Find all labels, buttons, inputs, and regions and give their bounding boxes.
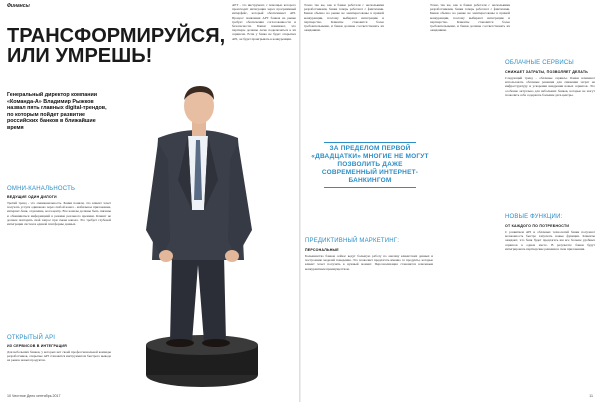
section-subheading-cloud: СНИЖАЕТ ЗАТРАТЫ, ПОЗВОЛЯЕТ ДЕЛАТЬ (505, 70, 589, 74)
pull-quote-rule-top (324, 142, 416, 143)
right-col1-top-text: Точно так же, как и банки работали с несколькими разработчиками, банки теперь работают с финтехами. Банки обычно на рынке не заинтересованы в прямой конкуренции, поэтому выбирают интеграцию и партнерство. Клиенты становятся более требовательными, и банки должны соответствовать их ожиданиям. (304, 3, 384, 33)
section-label: Финансы (7, 3, 30, 9)
right-page (300, 0, 600, 402)
section-heading-predictive: ПРЕДИКТИВНЫЙ МАРКЕТИНГ: (305, 238, 400, 244)
section-subheading-predictive: ПЕРСОНАЛЬНЫЕ (305, 248, 339, 252)
section-heading-api: ОТКРЫТЫЙ API (7, 335, 56, 341)
page-folio-right: 11 (589, 394, 593, 398)
section-heading-features: НОВЫЕ ФУНКЦИИ: (505, 214, 563, 220)
lead-paragraph: Генеральный директор компании «Команда-А» Владимир Рыжков назвал пять главных digital-трендов, по которым пойдет развитие российских банков в ближайшие время (7, 92, 107, 131)
section-text-api: Для небольших банков, у которых нет своей профессиональной команды разработчиков, открытые API становятся инструментом быстрого вывода на рынок новых продуктов. (7, 350, 111, 363)
section-heading-omni: ОМНИ-КАНАЛЬНОСТЬ (7, 186, 76, 192)
pull-quote-text: ЗА ПРЕДЕЛОМ ПЕРВОЙ «ДВАДЦАТКИ» МНОГИЕ НЕ МОГУТ ПОЗВОЛИТЬ ДАЖЕ СОВРЕМЕННЫЙ ИНТЕРНЕТ-БАНКИНГОМ (311, 145, 429, 184)
headline-line-1: ТРАНСФОРМИРУЙСЯ, (7, 25, 226, 47)
section-subheading-features: ОТ КАЖДОГО ПО ПОТРЕБНОСТИ (505, 224, 570, 228)
right-col2-top-text: Точно так же, как и банки работали с несколькими разработчиками, банки теперь работают с финтехами. Банки обычно на рынке не заинтересованы в прямой конкуренции, поэтому выбирают интеграцию и партнерство. Клиенты становятся более требовательными, и банки должны соответствовать их ожиданиям. (430, 3, 510, 33)
section-text-cloud: Следующий тренд - облачные сервисы. Банки начинают использовать облачные решения для снижения затрат на инфраструктуру и ускорения внедрения новых сервисов. Это особенно актуально для небольших банков, которые не могут позволить себе содержать большие дата-центры. (505, 76, 595, 97)
pull-quote (310, 140, 430, 190)
headline-line-2: ИЛИ УМРЕШЬ! (7, 45, 153, 67)
page-folio-left: 10 Честное Дело сентябрь 2017 (7, 394, 61, 398)
section-text-predictive: Большинство банков сейчас ведут большую работу по анализу клиентских данных и построению моделей поведения. Это позволяет предлагать именно те продукты, которые клиент хочет получить в нужный момент. Персонализация становится ключевым конкурентным преимуществом. (305, 254, 433, 271)
section-heading-cloud: ОБЛАЧНЫЕ СЕРВИСЫ (505, 60, 574, 66)
body-column-top: АРТ - это инструмент, с помощью которого происходит интеграция через программный интерфейс, который обеспечивает API. Процесс появления АРТ банков на рынке требует обеспечения согласованности и безопасности. Банки понимают, что партнеры должны легко подключаться к их сервисам. Если у банка не будет открытых API, он будет проигрывать в конкуренции. (232, 3, 296, 41)
pull-quote-rule-bottom (324, 187, 416, 188)
section-subheading-omni: ВЕДУЩИЕ ОДИН ДИЛОГИ (7, 195, 57, 199)
headline (7, 26, 225, 66)
portrait-photo (112, 80, 260, 390)
section-subheading-api: ИЗ СЕРВИСОВ В ИНТЕГРАЦИЯ (7, 344, 67, 348)
section-text-omni: Третий тренд - это омниканальность. Банки поняли, что клиент хочет получать услуги одинаково через любой канал - мобильное приложение, интернет-банк, отделение, колл-центр. Все каналы должны быть связаны и обмениваться информацией в режиме реального времени. Клиент не должен повторять свой запрос при смене канала. Это требует глубокой интеграции систем и единой платформы данных. (7, 201, 111, 227)
section-text-features: С развитием API и облачных технологий банки получают возможность быстро запускать новые функции. Клиенты ожидают, что банк будет предлагать им все больше удобных сервисов в одном месте. В результате банки будут интегрировать партнерские решения в свои приложения. (505, 230, 595, 251)
